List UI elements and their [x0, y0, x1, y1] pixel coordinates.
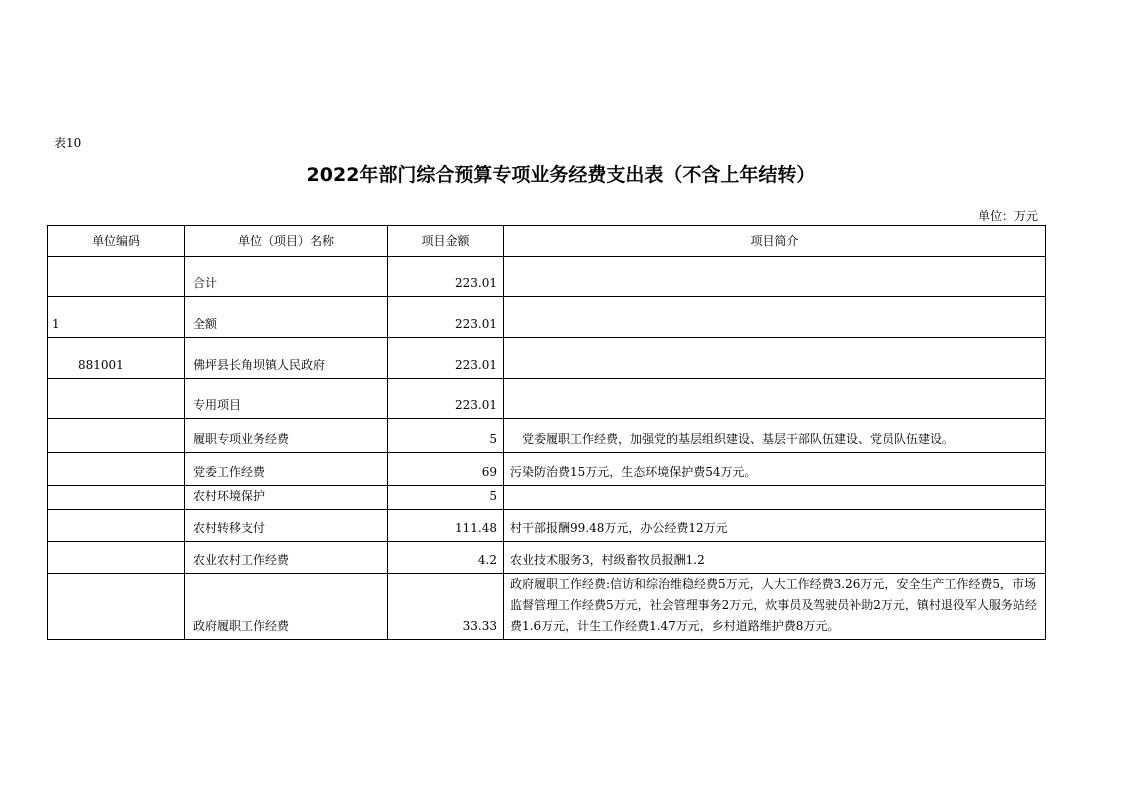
unit-label: 单位：万元 [977, 209, 1038, 223]
cell-name: 合计 [185, 257, 388, 297]
cell-code [48, 453, 185, 486]
cell-desc [504, 486, 1046, 510]
table-row [48, 379, 1046, 419]
cell-amount: 33.33 [388, 574, 504, 640]
table-row [48, 574, 1046, 640]
column-header-name: 单位（项目）名称 [185, 226, 388, 257]
cell-desc: 村干部报酬99.48万元，办公经费12万元 [504, 510, 1046, 542]
cell-name: 全额 [185, 297, 388, 338]
cell-amount: 69 [388, 453, 504, 486]
table-row [48, 542, 1046, 574]
table-number: 表10 [54, 136, 82, 150]
cell-amount: 111.48 [388, 510, 504, 542]
column-header-code: 单位编码 [48, 226, 185, 257]
table-row [48, 338, 1046, 379]
cell-code [48, 379, 185, 419]
cell-name: 党委工作经费 [185, 453, 388, 486]
cell-amount: 5 [388, 486, 504, 510]
cell-name: 农村转移支付 [185, 510, 388, 542]
cell-desc: 污染防治费15万元，生态环境保护费54万元。 [504, 453, 1046, 486]
cell-amount: 223.01 [388, 257, 504, 297]
cell-name: 佛坪县长角坝镇人民政府 [185, 338, 388, 379]
cell-code [48, 574, 185, 640]
cell-code [48, 510, 185, 542]
cell-name: 农村环境保护 [185, 486, 388, 510]
cell-name: 政府履职工作经费 [185, 574, 388, 640]
page-title: 2022年部门综合预算专项业务经费支出表（不含上年结转） [306, 164, 816, 186]
cell-code [48, 257, 185, 297]
cell-desc [504, 379, 1046, 419]
cell-desc [504, 257, 1046, 297]
budget-table [47, 225, 1046, 640]
column-header-desc: 项目简介 [504, 226, 1046, 257]
cell-desc: 农业技术服务3，村级畜牧员报酬1.2 [504, 542, 1046, 574]
cell-code [48, 486, 185, 510]
cell-code [48, 419, 185, 453]
cell-desc [504, 338, 1046, 379]
cell-amount: 223.01 [388, 379, 504, 419]
cell-amount: 223.01 [388, 338, 504, 379]
cell-amount: 5 [388, 419, 504, 453]
table-row [48, 510, 1046, 542]
table-row [48, 297, 1046, 338]
table-row [48, 486, 1046, 510]
cell-desc: 政府履职工作经费:信访和综治维稳经费5万元，人大工作经费3.26万元，安全生产工作经费5，市场监督管理工作经费5万元，社会管理事务2万元，炊事员及驾驶员补助2万元，镇村退役军人服务站经费1.6万元，计生工作经费1.47万元，乡村道路维护费8万元。 [504, 574, 1046, 640]
cell-name: 农业农村工作经费 [185, 542, 388, 574]
cell-desc: 党委履职工作经费，加强党的基层组织建设、基层干部队伍建设、党员队伍建设。 [504, 419, 1046, 453]
cell-desc [504, 297, 1046, 338]
cell-code: 1 [48, 297, 185, 338]
column-header-amount: 项目金额 [388, 226, 504, 257]
cell-code: 881001 [48, 338, 185, 379]
cell-name: 履职专项业务经费 [185, 419, 388, 453]
cell-name: 专用项目 [185, 379, 388, 419]
table-header-row [48, 226, 1046, 257]
table-row [48, 453, 1046, 486]
cell-amount: 223.01 [388, 297, 504, 338]
cell-code [48, 542, 185, 574]
cell-amount: 4.2 [388, 542, 504, 574]
table-row [48, 419, 1046, 453]
table-row [48, 257, 1046, 297]
